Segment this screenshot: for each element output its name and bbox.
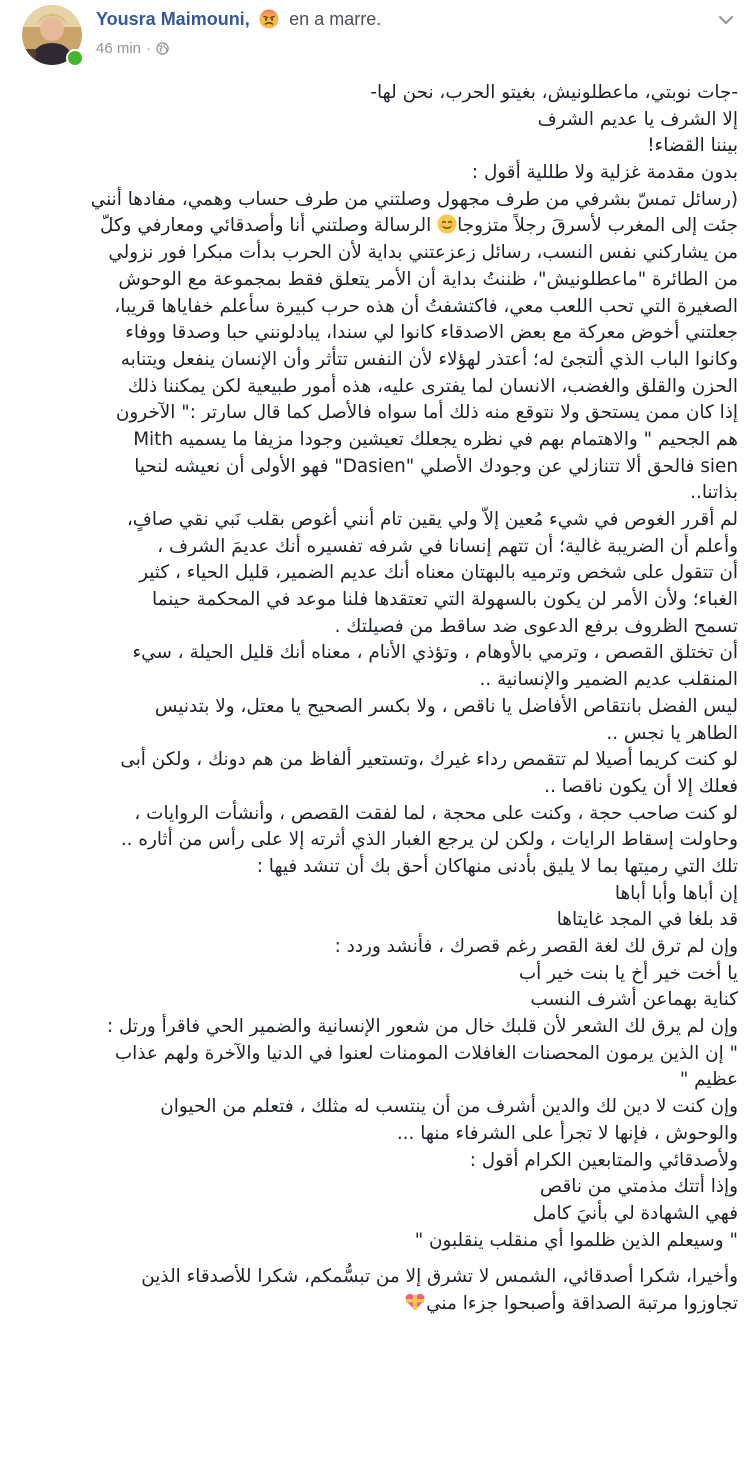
post-line: لو كنت كريما أصيلا لم تتقمص رداء غيرك ،وتستعير ألفاظ من هم دونك ، ولكن أبى xyxy=(120,749,738,771)
post-line: الصغيرة التي تحب اللعب معي، فاكتشفتُ أن هذه حرب كبيرة سأعلم خفاياها قريبا، xyxy=(114,295,738,317)
post-line: أن تختلق القصص ، وترمي بالأوهام ، وتؤذي الأنام ، معناه أنك قليل الحيلة ، سيء xyxy=(132,642,738,664)
post-body xyxy=(20,80,738,1318)
author-name[interactable]: Yousra Maimouni xyxy=(96,9,245,29)
heart-with-ribbon-icon xyxy=(404,1292,426,1321)
post-line: من الطائرة "ماعطلونيش"، ظننتُ بداية أن الأمر يتعلق فقط بمجموعة مع الوحوش xyxy=(118,268,738,290)
post-line-part: الرسالة وصلتني أنا وأصدقائي ومعارفي وكلّ xyxy=(99,215,438,237)
post-line: والوحوش ، فإنها لا تجرأ على الشرفاء منها ... xyxy=(396,1122,738,1144)
post-line: هم الجحيم " والاهتمام بهم في نظره يجعلك تعيشين وجودا مزيفا ما يسميه Mith xyxy=(133,428,738,450)
angry-face-icon xyxy=(259,9,279,37)
post-line: لو كنت صاحب حجة ، وكنت على محجة ، لما لفقت القصص ، وأنشأت الروايات ، xyxy=(134,802,738,824)
post-line: -جات نوبتي، ماعطلونيش، بغيتو الحرب، نحن لها- xyxy=(370,82,738,103)
post-line: " إن الذين يرمون المحصنات الغافلات المومنات لعنوا في الدنيا والآخرة ولهم عذاب xyxy=(114,1042,738,1064)
smiling-face-icon xyxy=(437,214,457,243)
post-line: وحاولت إسقاط الرايات ، ولكن لن يرجع الغبار الذي أثرته إلا على رأس من أثاره .. xyxy=(120,829,738,851)
post-line: قد بلغا في المجد غايتاها xyxy=(556,909,738,931)
post-line: فهي الشهادة لي بأنيَ كامل xyxy=(532,1202,738,1224)
post-line: ليس الفضل بانتقاص الأفاضل يا ناقص ، ولا بكسر الصحيح يا معتل، ولا بتدنيس xyxy=(154,695,738,717)
post-line: وإن كنت لا دين لك والدين أشرف من أن ينتسب له مثلك ، فتعلم من الحيوان xyxy=(160,1096,738,1118)
post-line: وإن لم ترق لك لغة القصر رغم قصرك ، فأنشد وردد : xyxy=(334,936,738,957)
post-line: تسمح الظروف برفع الدعوى ضد ساقط من فصيلتك . xyxy=(334,615,738,637)
post-line: أن تتقول على شخص وترميه بالبهتان معناه أنك عديم الضمير، قليل الحياء ، كثير xyxy=(139,562,738,584)
post-line: (رسائل تمسّ بشرفي من طرف مجهول وصلتني من طرف حساب وهمي، مفادها أنني xyxy=(90,188,738,210)
post-line: بدون مقدمة غزلية ولا طللية أقول : xyxy=(471,162,738,184)
post-line: sien فالحق ألا تتنازلي عن وجودك الأصلي "Dasien" فهو الأولى أن نعيشه لنحيا xyxy=(134,455,738,477)
post-line: وأعلم أن الضريبة غالية؛ أن تتهم إنسانا في شرفه تفسيره أنك عديمَ الشرف ، xyxy=(157,535,738,557)
post-meta xyxy=(96,39,169,61)
post-time[interactable]: 46 min xyxy=(96,40,142,57)
post-line-with-emoji xyxy=(20,213,738,240)
post-line: جعلتني أخوض معركة مع بعض الاصدقاء كانوا لي سندا، يبادلونني حبا وصدقا ووفاء xyxy=(125,322,738,344)
post-line-spacer xyxy=(20,1254,738,1264)
post-line: الحزن والقلق والغضب، الانسان لما يفترى عليه، هذه أمور طبيعية لكن يمكننا ذلك xyxy=(127,375,738,397)
globe-icon[interactable] xyxy=(156,41,169,61)
meta-separator: · xyxy=(146,40,152,57)
post-header-title xyxy=(96,6,381,37)
post-header xyxy=(0,0,752,72)
post-line: يا أخت خير أخ يا بنت خير أب xyxy=(518,962,738,984)
post-line: المنقلب عديم الضمير والإنسانية .. xyxy=(479,669,738,691)
post-line: فعلك إلا أن يكون ناقصا .. xyxy=(544,775,738,797)
post-line: إلا الشرف يا عديم الشرف xyxy=(537,108,738,130)
post-line: كناية بهماعن أشرف النسب xyxy=(530,989,738,1011)
post-line-part: تجاوزوا مرتبة الصداقة وأصبحوا جزءا مني xyxy=(426,1292,738,1314)
post-line: الطاهر يا نجس .. xyxy=(606,722,738,744)
post-line: الغباء؛ ولأن الأمر لن يكون بالسهولة التي تعتقدها فلنا موعد في المحكمة حينما xyxy=(152,589,738,611)
post-line: عظيم " xyxy=(679,1069,738,1091)
post-line: إذا كان ممن يستحق ولا نتوقع منه ذلك أما سواه فالأصل كما قال سارتر :" الآخرون xyxy=(115,402,738,424)
post-line: وكانوا الباب الذي ألتجئ له؛ أعتذر لهؤلاء لأن النفس تتأثر وأن الإنسان ينفعل ويتنابه xyxy=(120,348,738,370)
post-line: بيننا القضاء! xyxy=(647,135,738,157)
post-line-part: جئت إلى المغرب لأسرقَ رجلاً متزوجا xyxy=(457,215,738,237)
post-line: لم أقرر الغوص في شيء مُعين إلاّ ولي يقين تام أنني أغوص بقلب نَبي نقي صافٍ، xyxy=(126,509,738,530)
post-line: بذاتنا.. xyxy=(690,482,738,504)
post-line: وأخيرا، شكرا أصدقائي، الشمس لا تشرق إلا من تبسُّمكم، شكرا للأصدقاء الذين xyxy=(141,1266,738,1288)
chevron-down-icon[interactable] xyxy=(716,12,736,26)
post-line: تلك التي رميتها بما لا يليق بأدنى منهاكان أحق بك أن تنشد فيها : xyxy=(256,855,738,877)
post-line: وإذا أتتك مذمتي من ناقص xyxy=(539,1176,738,1198)
post-line: ولأصدقائي والمتابعين الكرام أقول : xyxy=(469,1149,738,1171)
feeling-text: en a marre. xyxy=(289,9,382,29)
post-line: إن أباها وأبا أباها xyxy=(614,882,738,904)
post-line: وإن لم يرق لك الشعر لأن قلبك خال من شعور الإنسانية والضمير الحي فاقرأ ورتل : xyxy=(106,1016,738,1038)
post-line: من يشاركني نفس النسب، رسائل زعزعتني بداية لأن الحرب بدأت مبكرا فور نزولي xyxy=(108,242,738,264)
post-line: " وسيعلم الذين ظلموا أي منقلب ينقلبون " xyxy=(414,1229,738,1251)
online-status-dot xyxy=(66,49,84,67)
post-line-with-emoji xyxy=(20,1291,738,1318)
author-comma: , xyxy=(244,9,250,29)
